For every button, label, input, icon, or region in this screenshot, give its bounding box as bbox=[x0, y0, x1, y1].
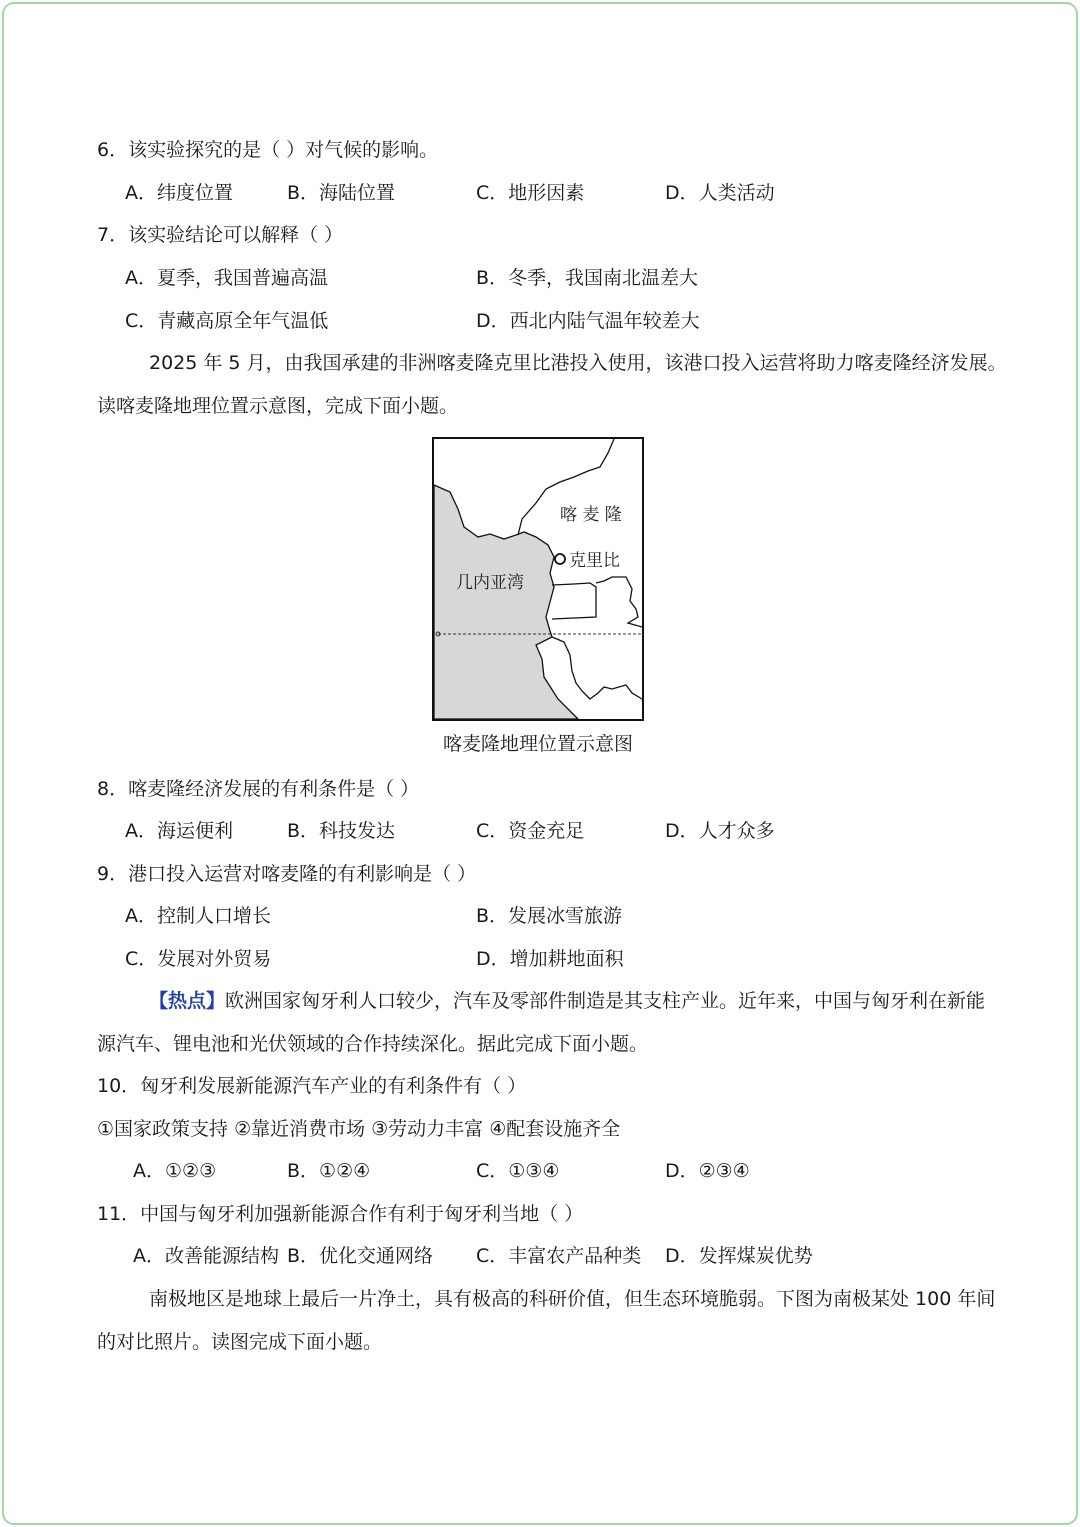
q9-option-b: B．发展冰雪旅游 bbox=[476, 905, 623, 927]
q9-option-a: A．控制人口增长 bbox=[125, 905, 271, 927]
q8-option-d: D．人才众多 bbox=[665, 820, 775, 842]
hot-topic-tag: 【热点】 bbox=[149, 990, 226, 1012]
q10-items: ①国家政策支持 ②靠近消费市场 ③劳动力丰富 ④配套设施齐全 bbox=[97, 1118, 621, 1140]
q10-option-c: C．①③④ bbox=[476, 1160, 560, 1182]
passage-hungary-line1: 【热点】欧洲国家匈牙利人口较少，汽车及零部件制造是其支柱产业。近年来，中国与匈牙利在新能 bbox=[149, 990, 986, 1012]
question-7-stem: 7．该实验结论可以解释（ ） bbox=[97, 224, 344, 246]
sea-area bbox=[434, 485, 578, 719]
q7-option-b: B．冬季，我国南北温差大 bbox=[476, 267, 699, 289]
map-caption: 喀麦隆地理位置示意图 bbox=[442, 733, 633, 755]
question-10-stem: 10．匈牙利发展新能源汽车产业的有利条件有（ ） bbox=[97, 1075, 527, 1097]
q10-option-a: A．①②③ bbox=[133, 1160, 217, 1182]
q6-option-d: D．人类活动 bbox=[665, 182, 775, 204]
question-11-stem: 11．中国与匈牙利加强新能源合作有利于匈牙利当地（ ） bbox=[97, 1203, 584, 1225]
q7-option-c: C．青藏高原全年气温低 bbox=[125, 310, 329, 332]
question-8-stem: 8．喀麦隆经济发展的有利条件是（ ） bbox=[97, 778, 420, 800]
border-east bbox=[596, 577, 642, 627]
passage-hungary-line2: 源汽车、锂电池和光伏领域的合作持续深化。据此完成下面小题。 bbox=[97, 1033, 649, 1055]
question-9-stem: 9．港口投入运营对喀麦隆的有利影响是（ ） bbox=[97, 863, 477, 885]
map-label-country: 喀 麦 隆 bbox=[560, 505, 622, 525]
q8-option-b: B．科技发达 bbox=[287, 820, 396, 842]
kribi-port-marker bbox=[555, 554, 565, 564]
map-label-port: 克里比 bbox=[569, 551, 620, 571]
passage-antarctica-line2: 的对比照片。读图完成下面小题。 bbox=[97, 1331, 383, 1353]
q11-option-a: A．改善能源结构 bbox=[133, 1245, 279, 1267]
q7-option-d: D．西北内陆气温年较差大 bbox=[476, 310, 700, 332]
passage-cameroon-line2: 读喀麦隆地理位置示意图，完成下面小题。 bbox=[97, 395, 459, 417]
q9-option-c: C．发展对外贸易 bbox=[125, 948, 272, 970]
border-south bbox=[552, 583, 596, 619]
q10-option-b: B．①②④ bbox=[287, 1160, 371, 1182]
q11-option-c: C．丰富农产品种类 bbox=[476, 1245, 642, 1267]
q6-option-c: C．地形因素 bbox=[476, 182, 585, 204]
q10-option-d: D．②③④ bbox=[665, 1160, 750, 1182]
q6-option-a: A．纬度位置 bbox=[125, 182, 233, 204]
q8-option-a: A．海运便利 bbox=[125, 820, 233, 842]
border-south-east bbox=[552, 637, 642, 699]
passage-cameroon-line1: 2025 年 5 月，由我国承建的非洲喀麦隆克里比港投入使用，该港口投入运营将助力喀麦隆经济发展。 bbox=[149, 352, 1007, 374]
q6-option-b: B．海陆位置 bbox=[287, 182, 396, 204]
map-label-gulf: 几内亚湾 bbox=[456, 573, 524, 593]
cameroon-location-map bbox=[432, 437, 644, 721]
q8-option-c: C．资金充足 bbox=[476, 820, 585, 842]
q11-option-d: D．发挥煤炭优势 bbox=[665, 1245, 813, 1267]
passage-antarctica-line1: 南极地区是地球上最后一片净土，具有极高的科研价值，但生态环境脆弱。下图为南极某处 100 年间 bbox=[149, 1288, 996, 1310]
q9-option-d: D．增加耕地面积 bbox=[476, 948, 624, 970]
q11-option-b: B．优化交通网络 bbox=[287, 1245, 434, 1267]
question-6-stem: 6．该实验探究的是（ ）对气候的影响。 bbox=[97, 139, 439, 161]
q7-option-a: A．夏季，我国普遍高温 bbox=[125, 267, 328, 289]
